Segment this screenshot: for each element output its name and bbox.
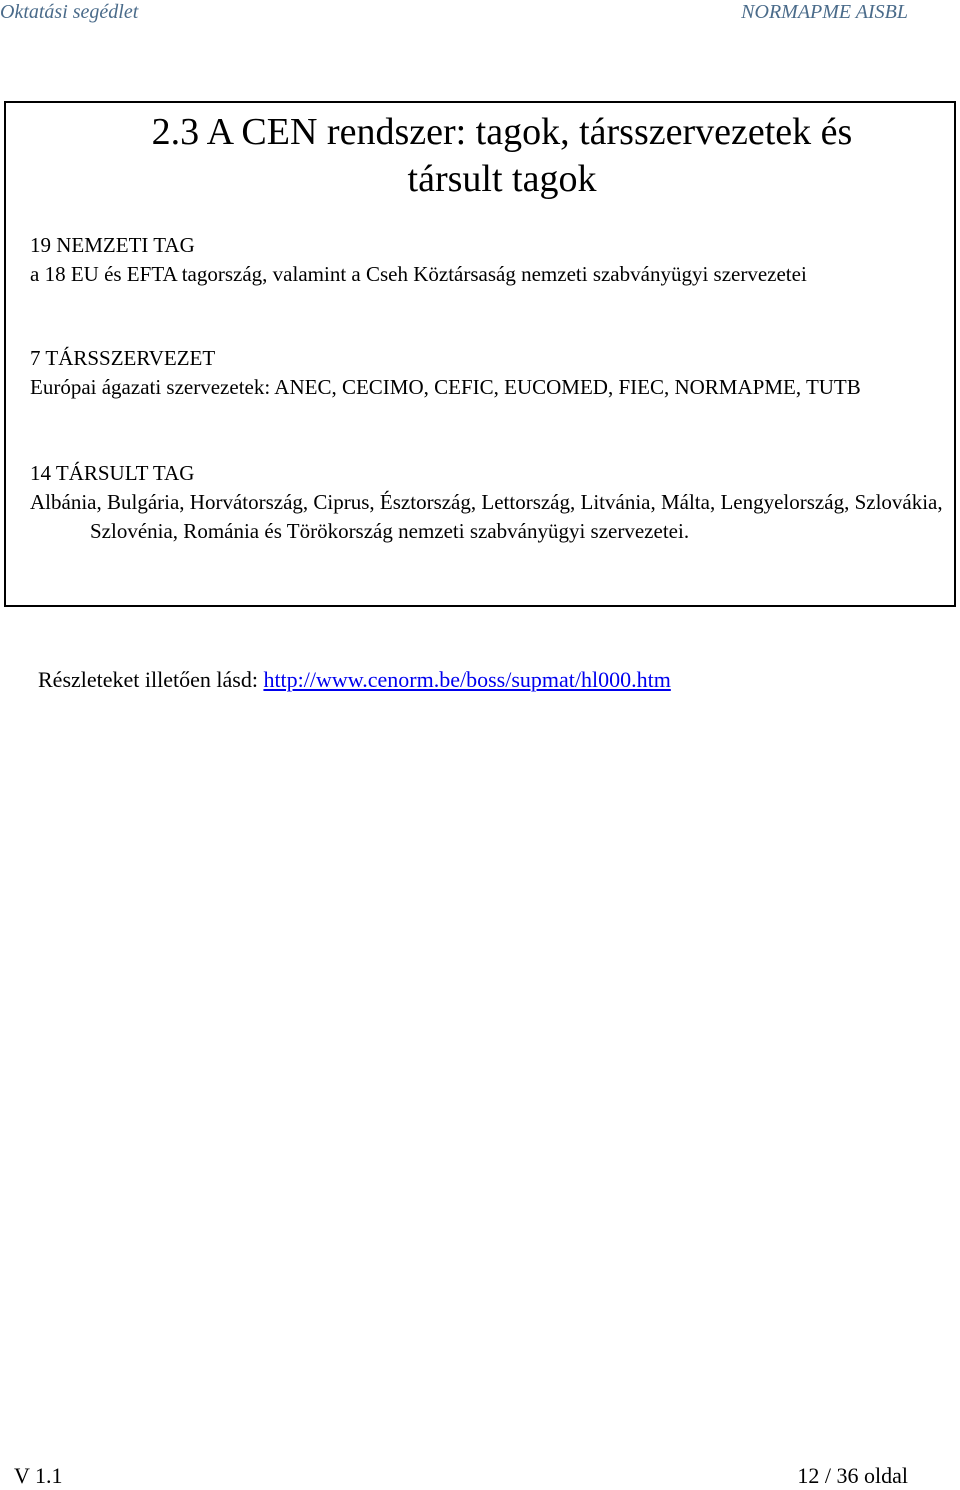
section-title bbox=[6, 109, 958, 203]
header-doc-type: Oktatási segédlet bbox=[0, 1, 139, 23]
national-members-heading: 19 NEMZETI TAG bbox=[30, 233, 195, 257]
associate-members-text: Albánia, Bulgária, Horvátország, Ciprus, Észtország, Lettország, Litvánia, Málta, Lengyelország, Szlovákia, Szlovénia, Románia és Törökország nemzeti szabványügyi szervezetei. bbox=[30, 490, 943, 543]
associate-members-section bbox=[30, 459, 950, 546]
header-organization: NORMAPME AISBL bbox=[741, 1, 908, 23]
section-title-line-2: társult tagok bbox=[407, 158, 597, 200]
footer-version: V 1.1 bbox=[14, 1463, 63, 1488]
details-line bbox=[38, 666, 671, 694]
footer-page-number: 12 / 36 oldal bbox=[797, 1463, 908, 1488]
national-members-section bbox=[30, 231, 950, 289]
section-title-line-1: 2.3 A CEN rendszer: tagok, társszervezetek és bbox=[151, 111, 853, 153]
partner-organizations-text: Európai ágazati szervezetek: ANEC, CECIMO, CEFIC, EUCOMED, FIEC, NORMAPME, TUTB bbox=[30, 375, 861, 399]
national-members-text: a 18 EU és EFTA tagország, valamint a Cseh Köztársaság nemzeti szabványügyi szervezetei bbox=[30, 262, 807, 286]
associate-members-heading: 14 TÁRSULT TAG bbox=[30, 461, 195, 485]
cenorm-link[interactable]: http://www.cenorm.be/boss/supmat/hl000.htm bbox=[263, 667, 671, 692]
content-box bbox=[4, 101, 956, 607]
details-label: Részleteket illetően lásd: bbox=[38, 667, 264, 692]
partner-organizations-section bbox=[30, 344, 950, 402]
partner-organizations-heading: 7 TÁRSSZERVEZET bbox=[30, 346, 216, 370]
